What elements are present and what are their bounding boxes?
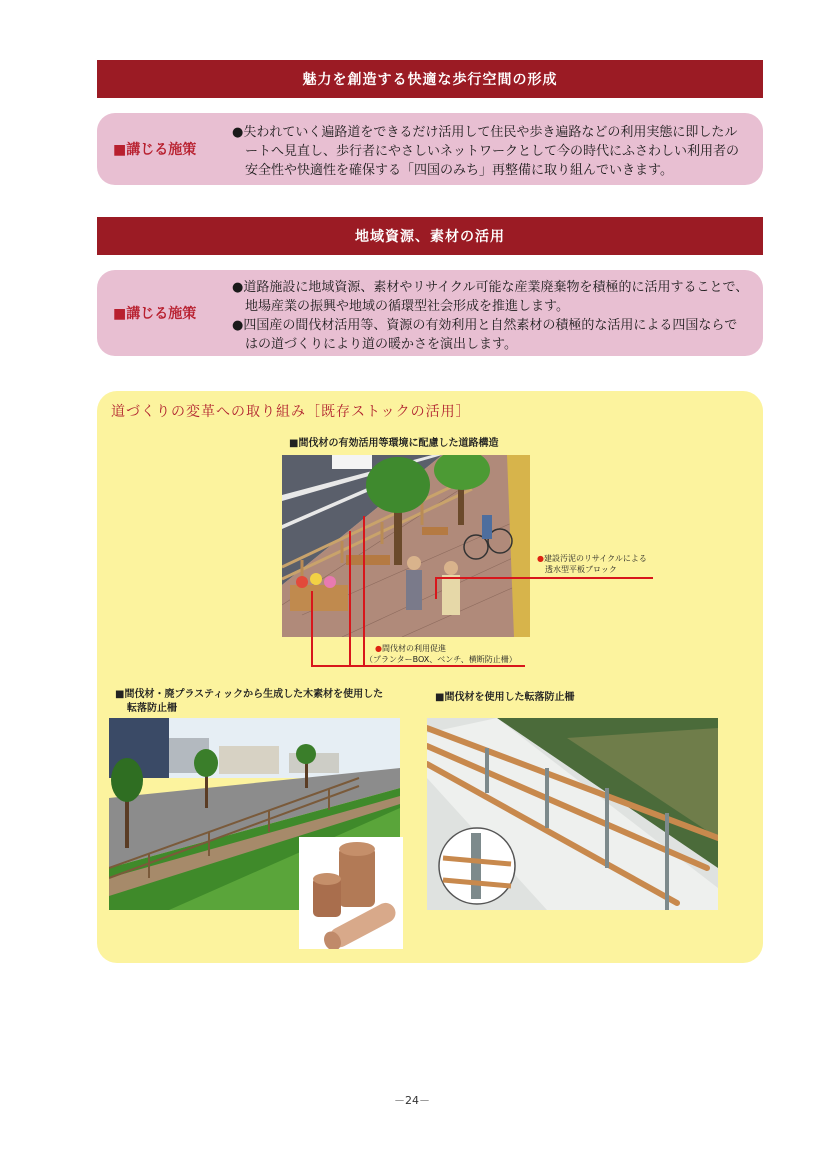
caption-line: 転落防止柵 [127,703,177,714]
section-title-walking-space: 魅力を創造する快適な歩行空間の形成 [97,60,763,98]
fig2-caption [115,688,383,716]
callout-permeable-block [537,553,647,575]
callout-thinned-wood [365,643,517,665]
bullet-dot: ● [375,644,382,653]
leader-line [311,591,313,666]
fig3-caption: ■間伐材を使用した転落防止柵 [435,692,575,703]
page-number: －24－ [394,1094,430,1107]
panel-title: 道づくりの変革への取り組み［既存ストックの活用］ [111,404,471,420]
leader-line [435,577,653,579]
bullet-dot: ● [537,554,544,563]
caption-line: ■間伐材・廃プラスティックから生成した木素材を使用した [115,689,384,700]
callout-text: （プランターBOX、ベンチ、横断防止柵） [365,655,517,664]
policy-box-walking-space [97,113,763,185]
policy-box-local-resources [97,270,763,356]
callout-text: 間伐材の利用促進 [381,644,446,653]
policy-text [232,278,749,354]
policy-label: ■講じる施策 [113,306,197,322]
stock-utilization-panel [97,391,763,963]
callout-text: 建設汚泥のリサイクルによる [543,554,647,563]
policy-item: ●四国産の間伐材活用等、資源の有効利用と自然素材の積極的な活用による四国ならではの道づくりにより道の暖かさを演出します。 [232,318,738,352]
policy-label: ■講じる施策 [113,142,197,158]
wooden-guardrail-photo [427,718,718,910]
policy-item: ●失われていく遍路道をできるだけ活用して住民や歩き遍路などの利用実態に即したルートへ見直し、歩行者にやさしいネットワークとして今の時代にふさわしい利用者の安全性や快適性を確保する「四国のみち」再整備に取り組んでいきます。 [232,125,740,178]
policy-item: ●道路施設に地域資源、素材やリサイクル可能な産業廃棄物を積極的に活用することで、地場産業の振興や地域の循環型社会形成を推進します。 [232,280,749,314]
fig1-caption: ■間伐材の有効活用等環境に配慮した道路構造 [289,438,499,449]
section-title-local-resources: 地域資源、素材の活用 [97,217,763,255]
leader-line [311,665,525,667]
callout-text: 透水型平板ブロック [545,565,617,574]
policy-text [232,123,749,180]
leader-line [435,577,437,599]
road-structure-illustration [282,455,530,637]
wood-material-inset-photo [299,837,403,949]
leader-line [349,531,351,666]
